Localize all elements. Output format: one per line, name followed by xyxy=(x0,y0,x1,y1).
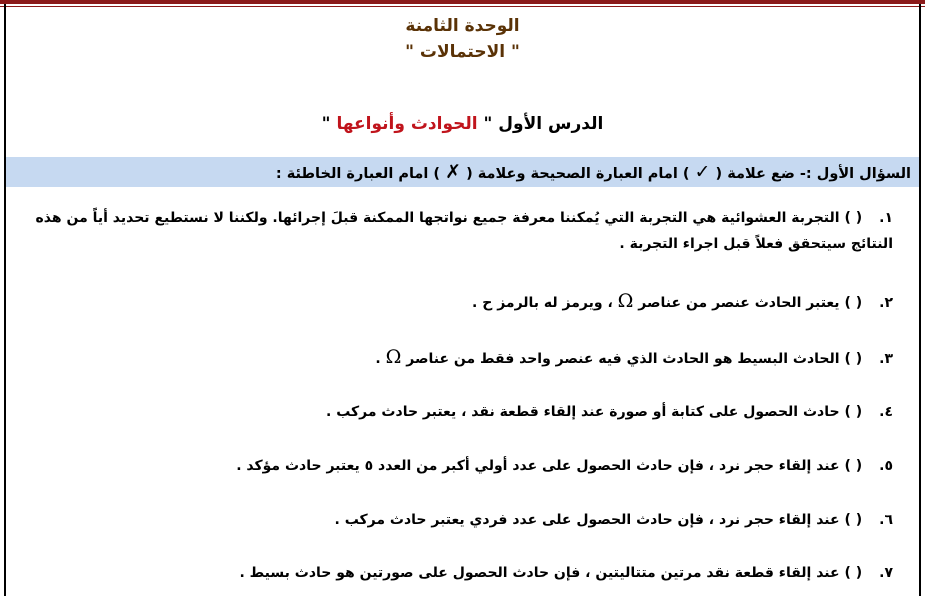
answer-blank[interactable]: ( ) xyxy=(844,295,863,311)
list-item xyxy=(23,288,893,316)
question-part1: السؤال الأول :- ضع علامة ( xyxy=(715,166,911,182)
answer-blank[interactable]: ( ) xyxy=(844,351,863,367)
lesson-title xyxy=(250,114,675,134)
item-text: يعتبر الحادث عنصر من عناصر xyxy=(638,295,840,311)
question-instruction xyxy=(31,161,911,183)
omega-symbol: Ω xyxy=(617,290,634,312)
right-border xyxy=(919,4,921,596)
answer-blank[interactable]: ( ) xyxy=(844,404,863,420)
item-number: ٥. xyxy=(879,458,893,474)
item-number: ٣. xyxy=(879,351,893,367)
lesson-prefix: الدرس الأول " xyxy=(483,114,604,134)
item-text: عند إلقاء قطعة نقد مرتين متتاليتين ، فإن حادث الحصول على صورتين هو حادث بسيط . xyxy=(239,565,840,581)
list-item xyxy=(23,344,893,372)
left-border xyxy=(4,4,6,596)
answer-blank[interactable]: ( ) xyxy=(844,458,863,474)
item-text-c: . xyxy=(472,295,478,311)
item-text: الحادث البسيط هو الحادث الذي فيه عنصر واحد فقط من عناصر xyxy=(406,351,840,367)
item-text: التجربة العشوائية هي التجربة التي يُمكننا معرفة جميع نواتجها الممكنة قبلَ إجرائها. ولكننا لا نستطيع تحديد أياً من هذه xyxy=(35,210,840,226)
item-text: عند إلقاء حجر نرد ، فإن حادث الحصول على عدد أولي أكبر من العدد ٥ يعتبر حادث مؤكد . xyxy=(236,458,840,474)
item-number: ٤. xyxy=(879,404,893,420)
list-item xyxy=(23,205,893,257)
question-part3: ) امام العبارة الخاطئة : xyxy=(275,166,441,182)
item-number: ٧. xyxy=(879,565,893,581)
list-item xyxy=(23,507,893,533)
answer-blank[interactable]: ( ) xyxy=(844,210,863,226)
top-border-thin xyxy=(0,6,925,7)
item-number: ٦. xyxy=(879,512,893,528)
top-border xyxy=(0,0,925,4)
item-number: ٢. xyxy=(879,295,893,311)
item-text-b: . xyxy=(375,351,381,367)
item-text-b: ، ويرمز له بالرمز xyxy=(497,295,613,311)
unit-title: الوحدة الثامنة xyxy=(405,16,520,36)
list-item xyxy=(23,560,893,586)
item-text: حادث الحصول على كتابة أو صورة عند إلقاء قطعة نقد ، يعتبر حادث مركب . xyxy=(326,404,840,420)
answer-blank[interactable]: ( ) xyxy=(844,512,863,528)
item-text: عند إلقاء حجر نرد ، فإن حادث الحصول على عدد فردي يعتبر حادث مركب . xyxy=(334,512,840,528)
cross-icon: ✗ xyxy=(445,161,462,183)
question-part2: ) امام العبارة الصحيحة وعلامة ( xyxy=(466,166,690,182)
unit-subtitle: " الاحتمالات " xyxy=(405,42,520,62)
event-symbol: ح xyxy=(482,295,493,311)
omega-symbol: Ω xyxy=(385,346,402,368)
check-icon: ✓ xyxy=(694,161,711,183)
list-item xyxy=(23,399,893,425)
lesson-name: الحوادث وأنواعها xyxy=(336,114,478,134)
item-number: ١. xyxy=(879,210,893,226)
lesson-suffix: " xyxy=(321,114,331,134)
answer-blank[interactable]: ( ) xyxy=(844,565,863,581)
item-text-continued: النتائج سيتحقق فعلاً قبل اجراء التجربة . xyxy=(619,236,893,252)
list-item xyxy=(23,453,893,479)
